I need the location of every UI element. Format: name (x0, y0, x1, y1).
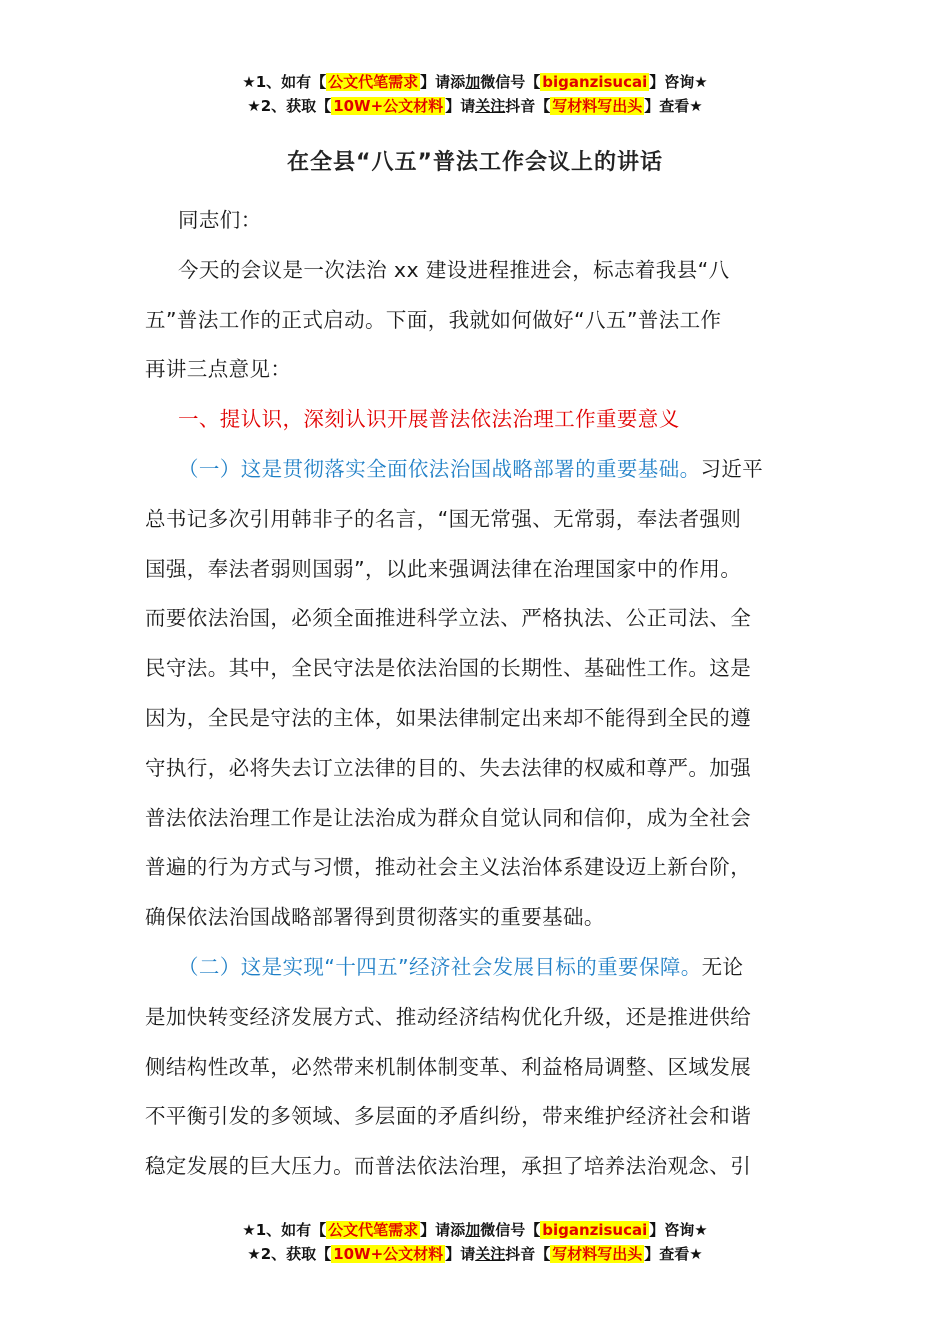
promo-text: ★1、如有【 (242, 73, 327, 91)
promo-text: 】请添 (420, 73, 466, 91)
promo-text: 微信号【 (480, 73, 541, 91)
promo-highlight: 10W+公文材料 (333, 1245, 444, 1263)
subsection-heading: （二）这是实现“十四五”经济社会发展目标的重要保障。 (178, 954, 702, 979)
promo-wechat-id: biganzisucai (542, 73, 648, 91)
promo-douyin-id: 写材料写出头 (552, 1245, 643, 1263)
paragraph-line (145, 943, 807, 993)
promo-underlined: 关注 (475, 97, 506, 115)
promo-line-2 (0, 1242, 950, 1266)
promo-text: 抖音【 (505, 1245, 551, 1263)
promo-text: 】咨询★ (649, 73, 708, 91)
promo-text: 抖音【 (505, 97, 551, 115)
paragraph-line: 今天的会议是一次法治 xx 建设进程推进会，标志着我县“八 (178, 257, 730, 282)
section-heading: 一、提认识，深刻认识开展普法依法治理工作重要意义 (178, 407, 680, 432)
paragraph-line: 侧结构性改革，必然带来机制体制变革、利益格局调整、区域发展 (145, 1054, 752, 1079)
promo-line-1 (0, 1218, 950, 1242)
document-body (145, 196, 807, 1192)
promo-text: ★2、获取【 (247, 1245, 332, 1263)
promo-text: 】请添 (420, 1221, 466, 1239)
paragraph-line: 普遍的行为方式与习惯，推动社会主义法治体系建设迈上新台阶， (145, 855, 752, 880)
paragraph-line: 不平衡引发的多领域、多层面的矛盾纠纷，带来维护经济社会和谐 (145, 1104, 752, 1129)
paragraph-line: 而要依法治国，必须全面推进科学立法、严格执法、公正司法、全 (145, 606, 752, 631)
promo-text: 】咨询★ (649, 1221, 708, 1239)
promo-line-1 (0, 70, 950, 94)
paragraph-line: 是加快转变经济发展方式、推动经济结构优化升级，还是推进供给 (145, 1004, 752, 1029)
promo-highlight: 公文代笔需求 (328, 1221, 419, 1239)
promo-highlight: 公文代笔需求 (328, 73, 419, 91)
subsection-heading: （一）这是贯彻落实全面依法治国战略部署的重要基础。 (178, 456, 701, 481)
paragraph-line: 国强，奉法者弱则国弱”，以此来强调法律在治理国家中的作用。 (145, 556, 742, 581)
promo-text: 】查看★ (644, 97, 703, 115)
promo-underlined: 加 (465, 1221, 481, 1239)
promo-text: 】请 (445, 1245, 476, 1263)
paragraph-line (145, 445, 807, 495)
paragraph-text: 习近平 (700, 456, 764, 481)
paragraph-line: 五”普法工作的正式启动。下面，我就如何做好“八五”普法工作 (145, 307, 722, 332)
promo-wechat-id: biganzisucai (542, 1221, 648, 1239)
paragraph-text: 无论 (701, 954, 744, 979)
promo-banner-bottom (0, 1218, 950, 1266)
promo-text: 微信号【 (480, 1221, 541, 1239)
promo-text: ★1、如有【 (242, 1221, 327, 1239)
document-title: 在全县“八五”普法工作会议上的讲话 (287, 150, 663, 175)
promo-underlined: 加 (465, 73, 481, 91)
promo-text: 】请 (445, 97, 476, 115)
promo-underlined: 关注 (475, 1245, 506, 1263)
paragraph-line: 民守法。其中，全民守法是依法治国的长期性、基础性工作。这是 (145, 656, 752, 681)
paragraph-line: 守执行，必将失去订立法律的目的、失去法律的权威和尊严。加强 (145, 755, 752, 780)
promo-highlight: 10W+公文材料 (333, 97, 444, 115)
paragraph-line: 总书记多次引用韩非子的名言，“国无常强、无常弱，奉法者强则 (145, 506, 742, 531)
salutation: 同志们： (178, 208, 262, 232)
paragraph-line: 再讲三点意见： (145, 357, 292, 382)
promo-text: ★2、获取【 (247, 97, 332, 115)
paragraph-line: 稳定发展的巨大压力。而普法依法治理，承担了培养法治观念、引 (145, 1154, 752, 1179)
promo-line-2 (0, 94, 950, 118)
promo-banner-top (0, 70, 950, 118)
promo-douyin-id: 写材料写出头 (552, 97, 643, 115)
paragraph-line: 因为，全民是守法的主体，如果法律制定出来却不能得到全民的遵 (145, 705, 752, 730)
promo-text: 】查看★ (644, 1245, 703, 1263)
paragraph-line: 确保依法治国战略部署得到贯彻落实的重要基础。 (145, 905, 605, 930)
paragraph-line: 普法依法治理工作是让法治成为群众自觉认同和信仰，成为全社会 (145, 805, 752, 830)
